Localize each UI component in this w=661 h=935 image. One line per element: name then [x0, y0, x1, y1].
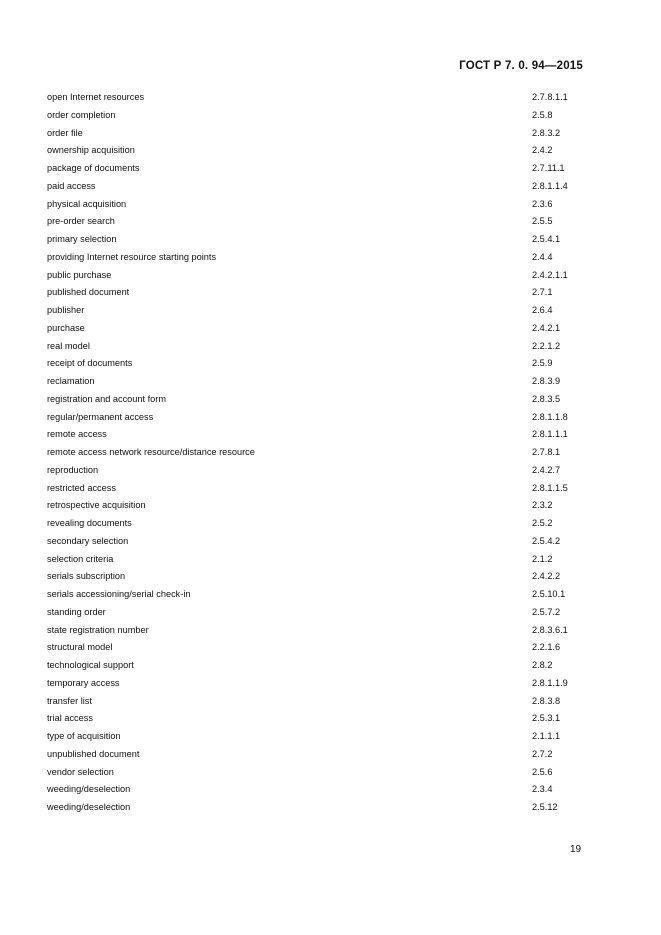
index-entry [47, 586, 587, 604]
index-entry [47, 267, 587, 285]
index-entry [47, 391, 587, 409]
index-entry [47, 568, 587, 586]
index-section-ref: 2.4.4 [532, 251, 553, 262]
index-entry [47, 710, 587, 728]
index-section-ref: 2.5.4.2 [532, 535, 561, 546]
index-term: revealing documents [47, 518, 132, 528]
index-section-ref: 2.4.2.1.1 [532, 269, 568, 280]
index-section-ref: 2.4.2.1 [532, 322, 561, 333]
index-entry [47, 622, 587, 640]
index-term: open Internet resources [47, 92, 145, 102]
index-term: standing order [47, 606, 106, 617]
index-entry [47, 533, 587, 551]
index-entry [47, 426, 587, 444]
index-section-ref: 2.5.2 [532, 518, 553, 528]
index-section-ref: 2.8.2 [532, 660, 553, 670]
index-section-ref: 2.5.10.1 [532, 589, 566, 599]
index-section-ref: 2.6.4 [532, 305, 553, 315]
index-entry [47, 231, 587, 249]
index-term: selection criteria [47, 553, 114, 564]
index-entry [47, 480, 587, 498]
index-term: weeding/deselection [47, 802, 131, 812]
standard-code-header: ГОСТ Р 7. 0. 94—2015 [459, 60, 583, 72]
index-entry [47, 693, 587, 711]
index-term: order file [47, 127, 83, 138]
index-term: state registration number [47, 624, 149, 635]
index-section-ref: 2.1.2 [532, 553, 553, 564]
index-section-ref: 2.2.1.2 [532, 340, 561, 351]
index-section-ref: 2.7.2 [532, 748, 553, 759]
index-term: reproduction [47, 464, 99, 475]
index-term: ownership acquisition [47, 145, 135, 156]
index-section-ref: 2.8.1.1.5 [532, 482, 568, 493]
index-term: transfer list [47, 695, 92, 706]
index-entry [47, 107, 587, 125]
index-section-ref: 2.7.11.1 [532, 163, 565, 173]
index-section-ref: 2.8.1.1.9 [532, 677, 568, 688]
index-term: order completion [47, 109, 116, 120]
index-section-ref: 2.5.6 [532, 766, 553, 777]
index-section-ref: 2.8.3.5 [532, 393, 561, 404]
index-entry [47, 639, 587, 657]
index-term: reclamation [47, 376, 95, 386]
index-term: vendor selection [47, 766, 114, 777]
index-section-ref: 2.2.1.6 [532, 642, 561, 653]
index-term: trial access [47, 713, 93, 724]
index-entry [47, 746, 587, 764]
index-section-ref: 2.8.3.2 [532, 127, 561, 138]
index-section-ref: 2.3.6 [532, 198, 553, 209]
index-entry [47, 764, 587, 782]
index-list [47, 89, 587, 817]
index-term: public purchase [47, 269, 112, 280]
index-entry [47, 213, 587, 231]
index-term: providing Internet resource starting points [47, 251, 217, 262]
index-section-ref: 2.8.3.6.1 [532, 624, 568, 635]
index-term: unpublished document [47, 748, 140, 759]
index-term: restricted access [47, 482, 116, 493]
index-term: temporary access [47, 677, 120, 688]
index-section-ref: 2.5.9 [532, 358, 553, 369]
index-term: receipt of documents [47, 358, 133, 369]
index-term: type of acquisition [47, 731, 121, 741]
index-term: serials accessioning/serial check-in [47, 589, 191, 599]
index-entry [47, 338, 587, 356]
index-entry [47, 551, 587, 569]
index-entry [47, 125, 587, 143]
index-section-ref: 2.5.8 [532, 109, 553, 120]
index-term: real model [47, 340, 90, 351]
index-term: primary selection [47, 234, 117, 244]
index-section-ref: 2.5.3.1 [532, 713, 561, 724]
index-entry [47, 142, 587, 160]
index-section-ref: 2.4.2.7 [532, 464, 561, 475]
index-section-ref: 2.3.2 [532, 500, 553, 511]
index-term: secondary selection [47, 535, 129, 546]
index-section-ref: 2.7.1 [532, 287, 553, 298]
index-section-ref: 2.7.8.1 [532, 447, 561, 457]
index-section-ref: 2.5.7.2 [532, 606, 561, 617]
index-entry [47, 728, 587, 746]
index-term: paid access [47, 180, 96, 191]
index-term: technological support [47, 660, 134, 670]
index-term: regular/permanent access [47, 411, 154, 422]
index-term: pre-order search [47, 216, 115, 227]
index-section-ref: 2.5.12 [532, 802, 558, 812]
index-section-ref: 2.4.2 [532, 145, 553, 156]
index-term: remote access [47, 429, 107, 440]
index-section-ref: 2.5.5 [532, 216, 553, 227]
index-entry [47, 781, 587, 799]
index-section-ref: 2.4.2.2 [532, 571, 561, 582]
index-section-ref: 2.7.8.1.1 [532, 92, 568, 102]
index-term: registration and account form [47, 393, 166, 404]
index-entry [47, 515, 587, 533]
index-section-ref: 2.8.3.9 [532, 376, 561, 386]
index-entry [47, 178, 587, 196]
page-number: 19 [570, 844, 582, 855]
index-term: package of documents [47, 163, 140, 173]
index-entry [47, 160, 587, 178]
index-entry [47, 409, 587, 427]
index-section-ref: 2.8.1.1.8 [532, 411, 568, 422]
index-entry [47, 284, 587, 302]
index-term: publisher [47, 305, 85, 315]
index-entry [47, 462, 587, 480]
index-entry [47, 444, 587, 462]
index-term: remote access network resource/distance resource [47, 447, 255, 457]
index-term: physical acquisition [47, 198, 127, 209]
index-section-ref: 2.8.3.8 [532, 695, 561, 706]
index-term: serials subscription [47, 571, 126, 582]
index-entry [47, 355, 587, 373]
index-section-ref: 2.3.4 [532, 784, 553, 795]
index-entry [47, 675, 587, 693]
index-section-ref: 2.1.1.1 [532, 731, 561, 741]
index-entry [47, 196, 587, 214]
index-entry [47, 604, 587, 622]
index-entry [47, 657, 587, 675]
index-entry [47, 89, 587, 107]
index-section-ref: 2.5.4.1 [532, 234, 561, 244]
index-entry [47, 373, 587, 391]
index-entry [47, 320, 587, 338]
index-entry [47, 497, 587, 515]
index-term: structural model [47, 642, 113, 653]
index-section-ref: 2.8.1.1.4 [532, 180, 568, 191]
index-entry [47, 249, 587, 267]
index-term: purchase [47, 322, 85, 333]
index-section-ref: 2.8.1.1.1 [532, 429, 568, 440]
index-entry [47, 799, 587, 817]
index-term: retrospective acquisition [47, 500, 146, 511]
index-term: published document [47, 287, 130, 298]
index-entry [47, 302, 587, 320]
index-term: weeding/deselection [47, 784, 131, 795]
